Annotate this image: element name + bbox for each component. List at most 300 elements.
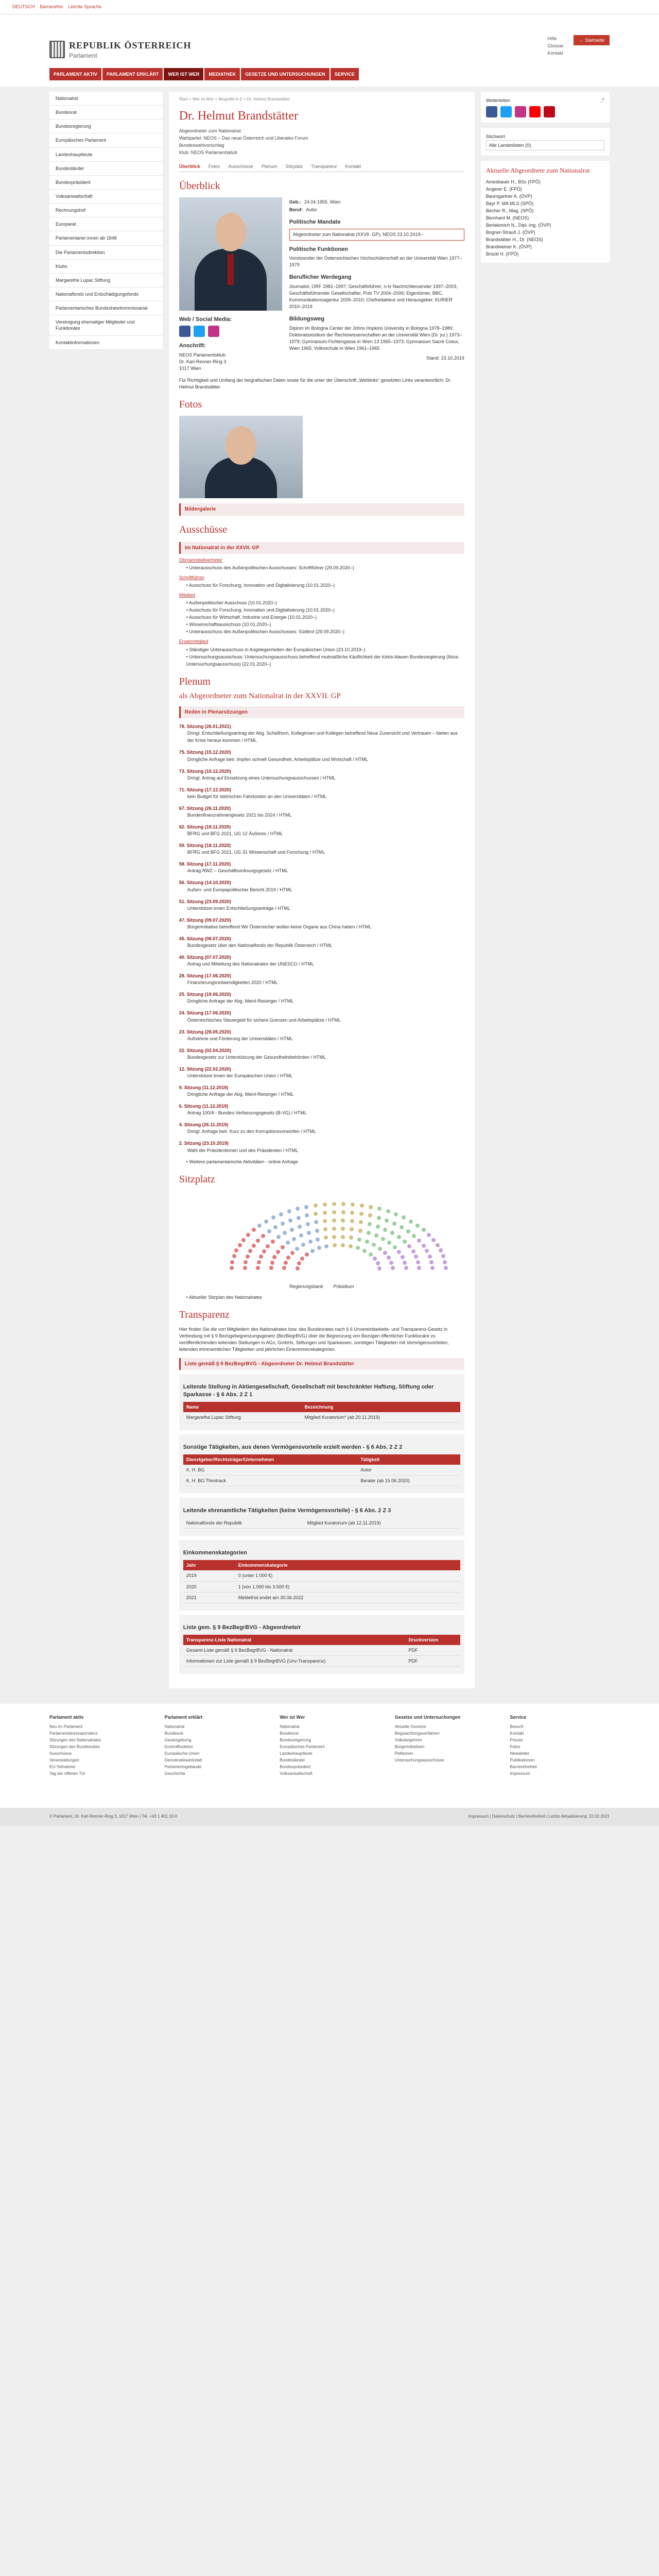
mandate-box: Abgeordneter zum Nationalrat (XXVII. GP), NEOS 23.10.2019– xyxy=(289,229,464,240)
share-label: Weiterleiten xyxy=(485,98,511,103)
gallery-link[interactable]: Bildergalerie xyxy=(179,503,464,516)
footer-link[interactable]: Veranstaltungen xyxy=(49,1758,79,1763)
seat xyxy=(397,1250,401,1254)
seat xyxy=(412,1234,416,1238)
main-navigation xyxy=(49,68,359,80)
speech-item[interactable]: Dringliche Anfrage betr. Impfen schnell Gesundheit, Arbeitsplätze und Wirtschaft / HTML xyxy=(187,756,368,762)
member-item[interactable]: Bernhard M. (NEOS) xyxy=(485,215,529,221)
instagram-icon[interactable] xyxy=(515,106,526,117)
top-utility-bar xyxy=(0,0,659,14)
seat xyxy=(394,1212,398,1216)
seat xyxy=(332,1227,336,1231)
tab-sitzplatz[interactable]: Sitzplatz xyxy=(285,164,303,170)
sidebar-item[interactable]: Rechnungshof xyxy=(49,204,163,217)
speech-session[interactable]: 6. Sitzung (11.12.2019) xyxy=(179,1104,229,1109)
sidebar-item[interactable]: Bundesrat xyxy=(49,106,163,120)
speech-session[interactable]: 78. Sitzung (26.01.2021) xyxy=(179,724,231,730)
table-title: Leitende ehrenamtliche Tätigkeiten (keine Vermögensvorteile) - § 6 Abs. 2 Z 3 xyxy=(183,1507,391,1514)
footer-link[interactable]: Parlamentsgebäude xyxy=(164,1765,202,1770)
footer-link[interactable]: Tag der offenen Tür xyxy=(49,1771,85,1776)
list-item: • Untersuchungsausschuss: Untersuchungsausschuss betreffend mutmaßliche Käuflichkeit der türkis-blauen Bundesregierung (Ibiza-Untersuchungsausschuss) (22.01.2020–) xyxy=(186,653,464,668)
footer-link[interactable]: Newsletter xyxy=(510,1751,530,1756)
speech-item[interactable]: BFRG und BFG 2021, UG 31 Wissenschaft und Forschung / HTML xyxy=(187,850,325,855)
data-table xyxy=(183,1402,460,1423)
seat xyxy=(383,1251,387,1255)
funktionen-text: Vorsitzender der Österreichischen Hochschülerschaft an der Universität Wien 1977–1979 xyxy=(289,256,462,268)
plenum-subtitle: als Abgeordneter zum Nationalrat in der XXVII. GP xyxy=(179,691,341,700)
footer-column xyxy=(510,1714,610,1777)
list-item: • Ausschuss für Forschung, Innovation und Digitalisierung (10.01.2020–) xyxy=(186,606,464,614)
footer-link[interactable]: Bundesregierung xyxy=(280,1738,311,1743)
table-header: Tätigkeit xyxy=(357,1454,460,1465)
speech-item[interactable]: Unterstützer:innen der Europäischen Union / HTML xyxy=(187,1073,293,1078)
footer-link[interactable]: Fotos xyxy=(510,1744,521,1750)
speech-session[interactable]: 73. Sitzung (10.12.2020) xyxy=(179,768,231,774)
section-ausschuesse: Ausschüsse xyxy=(179,523,228,535)
footer-link[interactable]: Bundesländer xyxy=(280,1758,305,1763)
contact-link[interactable]: Kontakt xyxy=(547,50,563,56)
right-column xyxy=(481,92,610,268)
seat xyxy=(381,1237,385,1241)
seat xyxy=(372,1243,376,1247)
seat xyxy=(362,1249,367,1253)
table-header: Druckversion xyxy=(406,1635,460,1645)
member-item[interactable]: Brandweiner K. (ÖVP) xyxy=(485,244,532,249)
seat xyxy=(267,1229,271,1233)
seat xyxy=(417,1266,421,1270)
stand-text: Stand: 23.10.2019 xyxy=(426,355,464,361)
nav-service[interactable]: SERVICE xyxy=(331,68,359,80)
tab-plenum[interactable]: Plenum xyxy=(261,164,278,170)
seat xyxy=(256,1266,260,1270)
sidebar-item[interactable]: Bundesländer xyxy=(49,162,163,176)
footer-link[interactable]: Europäisches Parlament xyxy=(280,1744,325,1750)
speech-item[interactable]: Unterstützer:innen Entschließungsanträge / HTML xyxy=(187,905,290,911)
footer-link[interactable]: Kontrollfunktion xyxy=(164,1744,193,1750)
speech-item[interactable]: Dringliche Anfrage der Abg. Meinl-Reisinger / HTML xyxy=(187,1092,294,1097)
seat xyxy=(401,1255,405,1259)
tab-kontakt[interactable]: Kontakt xyxy=(345,164,361,170)
seat xyxy=(332,1235,336,1239)
speech-item[interactable]: Antrag und Mitteilung des Nationalrates der UNESCO / HTML xyxy=(187,961,314,967)
nav-wer-ist-wer[interactable]: WER IST WER xyxy=(164,68,203,80)
footer-link[interactable]: Kontakt xyxy=(510,1731,524,1736)
bottom-bar xyxy=(0,1808,659,1826)
beruf-text: Journalist, ORF 1982–1997; Geschäftsführer, n-tv Nachrichtensender 1997–2003; Geschäftsführender Gesellschafter, Puls TV 2004–2006; Eigentümer, BBC, Kommunikationsagentur 2005–2010; Chefredakteur und Herausgeber, KURIER 2010–2019 xyxy=(289,284,458,310)
seat xyxy=(257,1260,261,1264)
speech-item[interactable]: Antrag 100/A - Bundes-Verfassungsgesetz (B-VG) / HTML xyxy=(187,1110,307,1116)
seat xyxy=(295,1247,299,1251)
speech-item[interactable]: Dringliche Anfrage der Abg. Meinl-Reisinger / HTML xyxy=(187,998,294,1004)
data-table xyxy=(183,1635,460,1667)
speech-session[interactable]: 12. Sitzung (22.02.2020) xyxy=(179,1066,231,1072)
table-header: Dienstgeber/Rechtsträger/Unternehmen xyxy=(183,1454,358,1465)
speech-session[interactable]: 4. Sitzung (26.11.2019) xyxy=(179,1122,229,1128)
member-item[interactable]: Amesbauer H., BSc (FPÖ) xyxy=(485,179,541,184)
speech-session[interactable]: 24. Sitzung (17.06.2020) xyxy=(179,1010,231,1016)
seat xyxy=(332,1218,336,1223)
site-logo[interactable] xyxy=(49,39,192,60)
sidebar-item[interactable]: Vereinigung ehemaliger Mitglieder und Funktionäre xyxy=(49,315,163,335)
table-cell: Meldefrist endet am 30.06.2022 xyxy=(235,1592,460,1603)
speech-item[interactable]: Wahl der Präsidentinnen und des Präsidenten / HTML xyxy=(187,1147,298,1153)
seat xyxy=(441,1254,445,1258)
table-cell: Mitglied Kuratorium (ab 12.11.2019) xyxy=(304,1518,460,1529)
seat xyxy=(407,1244,411,1248)
page-title: Dr. Helmut Brandstätter xyxy=(179,109,298,123)
speech-item[interactable]: Bundesgesetz zur Unterstützung der Gesundheitsbehörden / HTML xyxy=(187,1054,326,1060)
speech-session[interactable]: 40. Sitzung (07.07.2020) xyxy=(179,955,231,960)
seat xyxy=(376,1225,380,1229)
speech-item[interactable]: Außen- und Europapolitischer Bericht 2019 / HTML xyxy=(187,887,292,892)
speech-item[interactable]: Aufnahme und Förderung der Universitäten / HTML xyxy=(187,1036,293,1041)
seat xyxy=(357,1238,361,1242)
footer-link[interactable]: Bundesrat xyxy=(280,1731,299,1736)
table-cell: K. H. BG xyxy=(183,1465,358,1476)
accessibility-link[interactable]: Barrierefrei xyxy=(40,4,63,10)
sidebar-item[interactable]: Klubs xyxy=(49,260,163,274)
seat xyxy=(377,1266,381,1270)
speech-session[interactable]: 67. Sitzung (26.11.2020) xyxy=(179,805,231,811)
footer-link[interactable]: Geschichte xyxy=(164,1771,185,1776)
sidebar-item[interactable]: Parlamentarisches Bundesheerkommissariat xyxy=(49,301,163,315)
footer-link[interactable]: Bundesrat xyxy=(164,1731,184,1736)
seat xyxy=(243,1266,247,1270)
instagram-icon[interactable] xyxy=(208,326,219,337)
seat xyxy=(429,1260,433,1264)
footer-title: Service xyxy=(510,1715,527,1720)
footer-link[interactable]: Bürgerinitiativen xyxy=(394,1744,425,1750)
seat xyxy=(296,1266,300,1270)
nav-gesetze[interactable]: GESETZE UND UNTERSUCHUNGEN xyxy=(241,68,330,80)
speech-session[interactable]: 62. Sitzung (19.11.2020) xyxy=(179,824,231,830)
table-row xyxy=(183,1655,460,1666)
pol-funktionen-title: Politische Funktionen xyxy=(289,246,348,252)
seat xyxy=(341,1235,345,1239)
footer-title: Gesetze und Untersuchungen xyxy=(394,1715,461,1720)
sidebar-item[interactable]: Landeshauptleute xyxy=(49,148,163,162)
footer-title: Wer ist Wer xyxy=(280,1715,305,1720)
speech-session[interactable]: 45. Sitzung (08.07.2020) xyxy=(179,936,231,941)
seat xyxy=(393,1245,397,1249)
reden-header[interactable]: Reden in Plenarsitzungen xyxy=(179,706,464,719)
seat xyxy=(427,1233,431,1237)
footer-link[interactable]: Sitzungen des Bundesrates xyxy=(49,1744,100,1750)
seat xyxy=(389,1261,393,1265)
share-icon[interactable]: ⤴ xyxy=(599,98,604,103)
sidebar-item[interactable]: Europarat xyxy=(49,217,163,231)
table-header: Jahr xyxy=(183,1560,235,1570)
seat xyxy=(283,1231,287,1235)
seating-plan xyxy=(179,1194,464,1276)
seat xyxy=(377,1216,381,1220)
footer-link[interactable]: Impressum xyxy=(510,1771,530,1776)
speech-session[interactable]: 23. Sitzung (28.05.2020) xyxy=(179,1029,231,1035)
address-label: Anschrift: xyxy=(179,343,206,349)
legend-praesidium: Präsidium xyxy=(333,1283,354,1289)
footer-link[interactable]: Sitzungen des Nationalrates xyxy=(49,1738,101,1743)
footer-column xyxy=(280,1714,379,1777)
seat xyxy=(273,1225,278,1229)
seat xyxy=(252,1228,256,1232)
footer-link[interactable]: Europäische Union xyxy=(164,1751,200,1756)
facebook-icon[interactable] xyxy=(486,106,497,117)
seat xyxy=(374,1233,378,1238)
seating-plan-link[interactable]: • Aktueller Sitzplan des Nationalrates xyxy=(186,1294,464,1301)
footer-link[interactable]: Publikationen xyxy=(510,1758,535,1763)
table-cell: 1 (von 1.000 bis 3.500 €) xyxy=(235,1581,460,1592)
seat xyxy=(230,1266,234,1270)
table-header: Transparenz-Liste Nationalrat xyxy=(183,1635,406,1645)
list-item: • Unterausschuss des Außenpolitischen Ausschusses: Südtirol (29.09.2020–) xyxy=(186,628,464,635)
seat xyxy=(290,1228,294,1232)
sidebar-item[interactable]: Nationalfonds und Entschädigungsfonds xyxy=(49,287,163,301)
table-header: Name xyxy=(183,1402,302,1412)
tab-transparenz[interactable]: Transparenz xyxy=(311,164,337,170)
sidebar-item[interactable]: Volksanwaltschaft xyxy=(49,190,163,204)
speech-item[interactable]: Bürgerinitiative betreffend Wir Österreicher wollen keine Organe aus China haben / HTML xyxy=(187,924,372,929)
speech-item[interactable]: Dringl. Entschließungsantrag der Abg. Schellhorn, Kolleginnen und Kollegen betreffend Neue Zuversicht und Vertrauen – bieten aus der Krise heraus kommen / HTML xyxy=(187,731,458,743)
nav-parlament-aktiv[interactable]: PARLAMENT AKTIV xyxy=(49,68,101,80)
speech-session[interactable]: 2. Sitzung (23.10.2019) xyxy=(179,1141,229,1146)
table-row xyxy=(183,1581,460,1592)
member-item[interactable]: Angerer E. (FPÖ) xyxy=(485,186,522,192)
seat xyxy=(383,1228,387,1232)
web-label: Web / Social Media: xyxy=(179,316,232,323)
seat xyxy=(323,1219,327,1223)
member-item[interactable]: Becher R., Mag. (SPÖ) xyxy=(485,208,534,213)
speech-session[interactable]: 25. Sitzung (19.06.2020) xyxy=(179,992,231,997)
seat xyxy=(323,1211,327,1215)
seat xyxy=(386,1209,390,1213)
seat xyxy=(369,1205,373,1209)
speech-session[interactable]: 75. Sitzung (15.12.2020) xyxy=(179,750,231,755)
member-item[interactable]: Bayr P. MA MLS (SPÖ) xyxy=(485,200,534,206)
footer-title: Parlament aktiv xyxy=(49,1715,84,1720)
seat xyxy=(444,1266,448,1270)
seat xyxy=(400,1225,404,1229)
seat xyxy=(417,1239,421,1243)
seat xyxy=(431,1238,436,1242)
footer-link[interactable]: Neu im Parlament xyxy=(49,1724,83,1730)
footer-column xyxy=(49,1714,149,1777)
glossary-link[interactable]: Glossar xyxy=(547,43,564,48)
table-cell: PDF xyxy=(406,1655,460,1666)
footer-link[interactable]: Demokratiewerkstatt xyxy=(164,1758,202,1763)
seat xyxy=(279,1212,283,1216)
seat xyxy=(409,1219,413,1224)
seat xyxy=(365,1240,369,1244)
member-item[interactable]: Berlakovich N., Dipl.-Ing. (ÖVP) xyxy=(485,222,551,228)
sidebar-item[interactable]: Kontaktinformationen xyxy=(49,336,163,350)
seat xyxy=(378,1247,382,1251)
speech-item[interactable]: Dringl. Anfrage betr. Kurz zu den Korruptionsvorwürfen / HTML xyxy=(187,1129,316,1134)
footer-link[interactable]: Besuch xyxy=(510,1724,524,1730)
footer-link[interactable]: Nationalrat xyxy=(280,1724,300,1730)
person-summary xyxy=(179,127,464,156)
footer-column xyxy=(395,1714,495,1777)
seat xyxy=(304,1205,308,1209)
facebook-icon[interactable] xyxy=(179,326,190,337)
seat xyxy=(411,1249,415,1253)
speech-item[interactable]: Österreichisches Steuergeld für sichere Grenzen und Arbeitsplätze / HTML xyxy=(187,1017,341,1023)
table-title: Liste gem. § 9 BezBegrBVG - Abgeordnete/r xyxy=(183,1624,301,1631)
footer-link[interactable]: Bundespräsident xyxy=(280,1765,311,1770)
seat xyxy=(306,1222,310,1226)
list-item: • Ausschuss für Wirtschaft, Industrie und Energie (10.01.2020–) xyxy=(186,614,464,621)
speech-item[interactable]: Bundesfinanzrahmengesetz 2021 bis 2024 / HTML xyxy=(187,812,292,818)
seat xyxy=(392,1222,396,1226)
share-box xyxy=(481,92,610,123)
born-row: Geb.: 24.04.1955, Wien xyxy=(289,199,341,205)
seat xyxy=(315,1229,319,1233)
speech-item[interactable]: Finanzierungsnotwendigkeiten 2020 / HTML xyxy=(187,980,278,986)
tab-ueberblick[interactable]: Überblick xyxy=(179,164,200,170)
speech-session[interactable]: 22. Sitzung (02.04.2020) xyxy=(179,1047,231,1053)
sidebar-item[interactable]: Europäisches Parlament xyxy=(49,133,163,147)
speech-session[interactable]: 51. Sitzung (23.09.2020) xyxy=(179,899,231,904)
footer-link[interactable]: Parlamentskorrespondenz xyxy=(49,1731,98,1736)
main-content xyxy=(169,92,475,1688)
section-plenum: Plenum xyxy=(179,675,211,687)
sidebar-item[interactable]: Margarethe Lupac Stiftung xyxy=(49,274,163,287)
list-select[interactable]: Alle Landeslisten (0) xyxy=(486,140,604,150)
sidebar-item[interactable]: Bundesregierung xyxy=(49,120,163,133)
seat xyxy=(246,1233,250,1237)
speech-item[interactable]: Dringl. Antrag auf Einsetzung eines Untersuchungsausschusses / HTML xyxy=(187,775,336,781)
profile-tabs xyxy=(179,163,464,172)
legend-regierungsbank: Regierungsbank xyxy=(289,1283,323,1289)
ersatz-list xyxy=(179,646,464,668)
speech-item[interactable]: Bundesgesetz über den Nationalfonds der Republik Österreich / HTML xyxy=(187,943,333,948)
table-cell: 2021 xyxy=(183,1592,235,1603)
speech-session[interactable]: 9. Sitzung (11.12.2019) xyxy=(179,1085,229,1090)
speech-item[interactable]: kein Budget für steirischen Fahrkosten an den Universitäten / HTML xyxy=(187,793,327,799)
speech-item[interactable]: BFRG und BFG 2021, UG 12 Äußeres / HTML xyxy=(187,831,283,837)
tab-ausschuesse[interactable]: Ausschüsse xyxy=(228,164,253,170)
table-cell: 2019 xyxy=(183,1570,235,1581)
speech-session[interactable]: 58. Sitzung (17.11.2020) xyxy=(179,861,231,867)
seat xyxy=(350,1211,354,1215)
seat xyxy=(276,1235,281,1239)
footer-link[interactable]: Landeshauptleute xyxy=(280,1751,313,1756)
ausschuesse-nr-header[interactable]: im Nationalrat in der XXVII. GP xyxy=(179,542,464,554)
seat xyxy=(314,1204,318,1208)
seat xyxy=(323,1227,327,1231)
seat xyxy=(244,1260,248,1264)
seat xyxy=(290,1251,294,1255)
footer-link[interactable]: Gesetzgebung xyxy=(164,1738,192,1743)
sidebar-item[interactable]: Nationalrat xyxy=(49,92,163,106)
tab-fotos[interactable]: Fotos xyxy=(208,164,220,170)
sidebar-item[interactable]: Parlamentarier:innen ab 1848 xyxy=(49,231,163,245)
footer-link[interactable]: Aktuelle Gesetze xyxy=(394,1724,426,1730)
seat xyxy=(316,1238,320,1242)
seat xyxy=(269,1266,273,1270)
nav-parlament-erklaert[interactable]: PARLAMENT ERKLÄRT xyxy=(102,68,163,80)
schriftfuehrer-title: Schriftführer xyxy=(179,575,204,581)
republic-title: REPUBLIK ÖSTERREICH xyxy=(69,40,192,50)
footer-link[interactable]: Barrierefreiheit xyxy=(510,1765,537,1770)
seat xyxy=(341,1243,345,1247)
home-button[interactable]: ← Startseite xyxy=(574,35,610,45)
seat xyxy=(272,1255,276,1259)
seat xyxy=(307,1231,311,1235)
member-item[interactable]: Brückl H. (FPÖ) xyxy=(485,251,519,257)
speech-session[interactable]: 71. Sitzung (17.12.2020) xyxy=(179,787,231,792)
data-table xyxy=(183,1518,460,1529)
list-item: • Wissenschaftsausschuss (10.01.2020–) xyxy=(186,621,464,628)
footer-link[interactable]: Presse xyxy=(510,1738,523,1743)
help-link[interactable]: Hilfe xyxy=(547,36,557,41)
table-title: Einkommenskategorien xyxy=(183,1550,247,1556)
sidebar-item[interactable]: Die Parlamentsdirektion xyxy=(49,246,163,260)
list-item: • Außenpolitischer Ausschuss (10.01.2020–) xyxy=(186,599,464,606)
section-sitzplatz: Sitzplatz xyxy=(179,1173,215,1185)
seat xyxy=(246,1255,250,1259)
legal-links[interactable]: Impressum | Datenschutz | Barrierefreiheit | Letzte Aktualisierung: 22.02.2021 xyxy=(468,1814,610,1819)
seat xyxy=(287,1209,291,1213)
footer-link[interactable]: Untersuchungsausschüsse xyxy=(394,1758,444,1763)
easy-language-link[interactable]: Leichte Sprache xyxy=(68,4,102,10)
footer-link[interactable]: Ausschüsse xyxy=(49,1751,72,1756)
speech-session[interactable]: 59. Sitzung (18.11.2020) xyxy=(179,843,231,849)
table-block-5 xyxy=(179,1615,464,1674)
table-header: Bezeichnung xyxy=(301,1402,460,1412)
seat xyxy=(436,1243,440,1247)
footer-link[interactable]: EU-Teilnahme xyxy=(49,1765,76,1770)
footer-link[interactable]: Begutachtungsverfahren xyxy=(394,1731,440,1736)
social-icons xyxy=(179,326,282,337)
table-row xyxy=(183,1412,460,1423)
footer-link[interactable]: Nationalrat xyxy=(164,1724,185,1730)
seat xyxy=(385,1218,389,1223)
youtube-icon[interactable] xyxy=(529,106,541,117)
twitter-icon[interactable] xyxy=(500,106,512,117)
sidebar-item[interactable]: Bundespräsident xyxy=(49,176,163,190)
liste-header[interactable]: Liste gemäß § 9 BezBegrBVG - Abgeordneter Dr. Helmut Brandstätter xyxy=(179,1358,464,1370)
seat xyxy=(350,1227,354,1231)
seat xyxy=(416,1260,420,1264)
speech-session[interactable]: 47. Sitzung (09.07.2020) xyxy=(179,917,231,923)
speech-item[interactable]: Antrag RWZ – Geschäftsordnungsgesetz / HTML xyxy=(187,868,288,874)
footer-title: Parlament erklärt xyxy=(164,1715,203,1720)
profile-block xyxy=(179,197,464,372)
speech-session[interactable]: 28. Sitzung (17.06.2020) xyxy=(179,973,231,979)
table-row xyxy=(183,1592,460,1603)
language-link[interactable]: DEUTSCH xyxy=(12,4,35,10)
breadcrumb[interactable]: Start > Wer ist Wer > Biografie A-Z > Dr. Helmut Brandstätter xyxy=(179,97,290,101)
member-item[interactable]: Baumgartner A. (ÖVP) xyxy=(485,193,532,199)
pinterest-icon[interactable] xyxy=(544,106,555,117)
gallery-photo[interactable] xyxy=(179,416,303,498)
member-item[interactable]: Brandstätter H., Dr. (NEOS) xyxy=(485,236,543,242)
table-row xyxy=(183,1465,460,1476)
nav-mediathek[interactable]: MEDIATHEK xyxy=(204,68,240,80)
footer-link[interactable]: Volksbegehren xyxy=(394,1738,422,1743)
mitglied-title: Mitglied xyxy=(179,592,195,598)
footer-link[interactable]: Petitionen xyxy=(394,1751,413,1756)
obmann-title: Obmannstellvertreter xyxy=(179,557,222,563)
more-activities-link[interactable]: • Weitere parlamentarische Aktivitäten - online Anfrage xyxy=(186,1158,464,1165)
footer-link[interactable]: Volksanwaltschaft xyxy=(280,1771,313,1776)
member-item[interactable]: Bogner-Strauß J. (ÖVP) xyxy=(485,229,535,235)
speech-session[interactable]: 56. Sitzung (14.10.2020) xyxy=(179,880,231,886)
twitter-icon[interactable] xyxy=(194,326,205,337)
seat xyxy=(298,1225,302,1229)
seat xyxy=(266,1244,270,1248)
table-cell: 0 (unter 1.000 €) xyxy=(235,1570,460,1581)
